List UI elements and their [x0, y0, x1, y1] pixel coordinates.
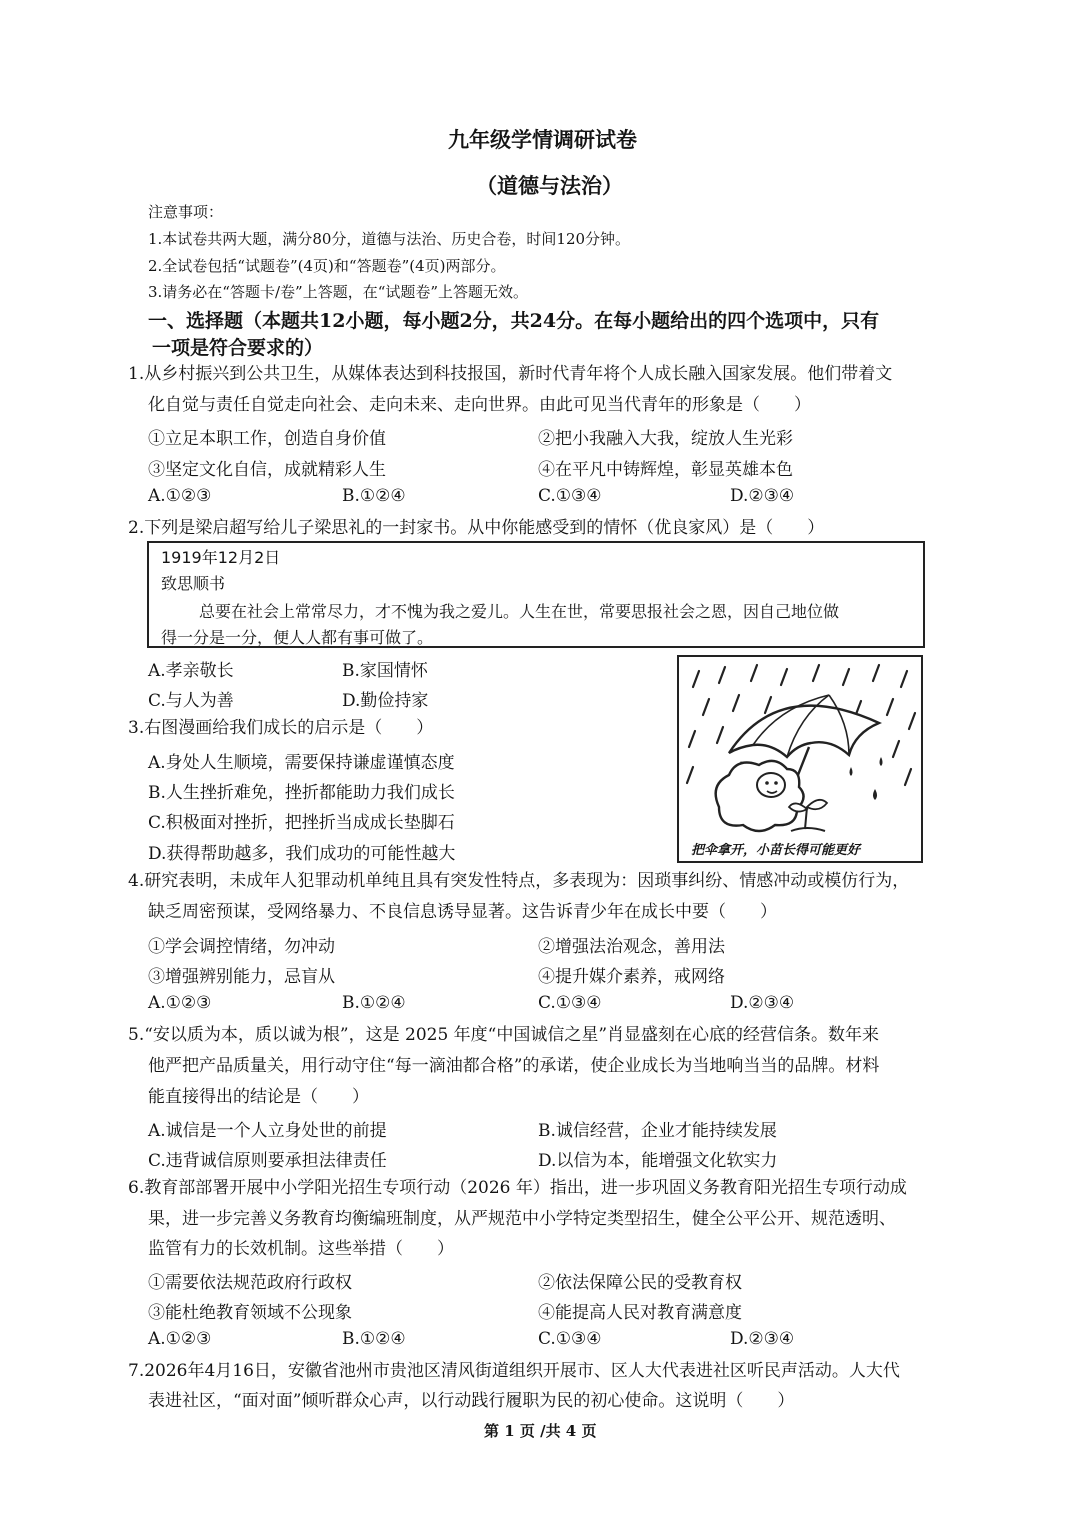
- question-5-option-c: C.违背诚信原则要承担法律责任: [148, 1151, 387, 1171]
- question-1-stem: 1.从乡村振兴到公共卫生，从媒体表达到科技报国，新时代青年将个人成长融入国家发展。他们带着文: [128, 364, 893, 384]
- question-3-stem: 3.右图漫画给我们成长的启示是（ ）: [128, 718, 434, 738]
- question-1-choice: ④在平凡中铸辉煌，彰显英雄本色: [538, 460, 793, 480]
- question-4-choice: ④提升媒介素养，戒网络: [538, 967, 725, 987]
- question-3-option-c: C.积极面对挫折，把挫折当成成长垫脚石: [148, 813, 455, 833]
- question-7-stem: 7.2026年4月16日，安徽省池州市贵池区清风街道组织开展市、区人大代表进社区听民声活动。人大代: [128, 1361, 900, 1381]
- question-1-option-d: D.②③④: [730, 486, 795, 506]
- question-2-stem: 2.下列是梁启超写给儿子梁思礼的一封家书。从中你能感受到的情怀（优良家风）是（ ）: [128, 518, 825, 538]
- question-4-choice: ①学会调控情绪，勿冲动: [148, 937, 335, 957]
- question-3-option-b: B.人生挫折难免，挫折都能助力我们成长: [148, 783, 455, 803]
- question-6-choice: ②依法保障公民的受教育权: [538, 1273, 742, 1293]
- question-4-stem: 缺乏周密预谋，受网络暴力、不良信息诱导显著。这告诉青少年在成长中要（ ）: [148, 902, 777, 922]
- question-4-option-c: C.①③④: [538, 993, 602, 1013]
- question-4-option-d: D.②③④: [730, 993, 795, 1013]
- page-footer: 第 1 页 /共 4 页: [484, 1422, 597, 1440]
- section-heading-cont: 一项是符合要求的）: [152, 337, 324, 359]
- question-4-option-a: A.①②③: [148, 993, 212, 1013]
- question-1-option-c: C.①③④: [538, 486, 602, 506]
- question-6-stem: 果，进一步完善义务教育均衡编班制度，从严规范中小学特定类型招生，健全公平公开、规范透明、: [148, 1209, 896, 1229]
- question-4-stem: 4.研究表明，未成年人犯罪动机单纯且具有突发性特点，多表现为：因琐事纠纷、情感冲动或模仿行为，: [128, 871, 910, 891]
- question-6-stem: 监管有力的长效机制。这些举措（ ）: [148, 1239, 454, 1259]
- question-7-stem: 表进社区，“面对面”倾听群众心声，以行动践行履职为民的初心使命。这说明（ ）: [148, 1391, 795, 1411]
- notice-item: 2.全试卷包括“试题卷”(4页)和“答题卷”(4页)两部分。: [148, 257, 506, 275]
- question-6-stem: 6.教育部部署开展中小学阳光招生专项行动（2026 年）指出，进一步巩固义务教育阳光招生专项行动成: [128, 1178, 907, 1198]
- notice-item: 1.本试卷共两大题，满分80分，道德与法治、历史合卷，时间120分钟。: [148, 230, 631, 248]
- question-5-stem: 他严把产品质量关，用行动守住“每一滴油都合格”的承诺，使企业成长为当地响当当的品牌。材料: [148, 1056, 880, 1076]
- question-6-choice: ③能杜绝教育领域不公现象: [148, 1303, 352, 1323]
- question-4-option-b: B.①②④: [342, 993, 406, 1013]
- question-5-option-d: D.以信为本，能增强文化软实力: [538, 1151, 778, 1171]
- question-6-option-a: A.①②③: [148, 1329, 212, 1349]
- letter-body: 总要在社会上常常尽力，才不愧为我之爱儿。人生在世，常要思报社会之恩，因自己地位做: [199, 602, 840, 621]
- question-5-stem: 能直接得出的结论是（ ）: [148, 1087, 369, 1107]
- question-1-option-a: A.①②③: [148, 486, 212, 506]
- question-6-choice: ①需要依法规范政府行政权: [148, 1273, 352, 1293]
- question-6-choice: ④能提高人民对教育满意度: [538, 1303, 742, 1323]
- question-6-option-d: D.②③④: [730, 1329, 795, 1349]
- question-2-option-c: C.与人为善: [148, 691, 234, 711]
- notice-item: 3.请务必在“答题卡/卷”上答题，在“试题卷”上答题无效。: [148, 283, 529, 301]
- letter-date: 1919年12月2日: [161, 548, 281, 567]
- question-6-option-b: B.①②④: [342, 1329, 406, 1349]
- letter-salutation: 致思顺书: [161, 574, 226, 593]
- question-1-option-b: B.①②④: [342, 486, 406, 506]
- question-6-option-c: C.①③④: [538, 1329, 602, 1349]
- letter-box: [147, 541, 925, 648]
- page-subtitle: （道德与法治）: [476, 173, 623, 198]
- question-3-option-a: A.身处人生顺境，需要保持谦虚谨慎态度: [148, 753, 455, 773]
- question-2-option-a: A.孝亲敬长: [148, 661, 234, 681]
- umbrella-rain-illustration: [679, 657, 921, 861]
- question-2-option-b: B.家国情怀: [342, 661, 428, 681]
- page-title: 九年级学情调研试卷: [448, 127, 637, 152]
- notice-heading: 注意事项：: [148, 203, 224, 221]
- question-3-option-d: D.获得帮助越多，我们成功的可能性越大: [148, 844, 456, 864]
- question-1-stem: 化自觉与责任自觉走向社会、走向未来、走向世界。由此可见当代青年的形象是（ ）: [148, 395, 811, 415]
- cartoon-caption: 把伞拿开，小苗长得可能更好: [691, 843, 861, 858]
- section-heading: 一、选择题（本题共12小题，每小题2分，共24分。在每小题给出的四个选项中，只有: [148, 310, 880, 332]
- question-1-choice: ②把小我融入大我，绽放人生光彩: [538, 429, 793, 449]
- question-2-option-d: D.勤俭持家: [342, 691, 429, 711]
- letter-body: 得一分是一分，便人人都有事可做了。: [161, 628, 434, 647]
- cartoon-umbrella-sprout: [677, 655, 923, 863]
- question-4-choice: ③增强辨别能力，忌盲从: [148, 967, 335, 987]
- question-4-choice: ②增强法治观念，善用法: [538, 937, 725, 957]
- question-5-option-a: A.诚信是一个人立身处世的前提: [148, 1121, 387, 1141]
- question-1-choice: ③坚定文化自信，成就精彩人生: [148, 460, 386, 480]
- question-5-stem: 5.“安以质为本，质以诚为根”，这是 2025 年度“中国诚信之星”肖显盛刻在心底的经营信条。数年来: [128, 1025, 880, 1045]
- question-1-choice: ①立足本职工作，创造自身价值: [148, 429, 386, 449]
- question-5-option-b: B.诚信经营，企业才能持续发展: [538, 1121, 777, 1141]
